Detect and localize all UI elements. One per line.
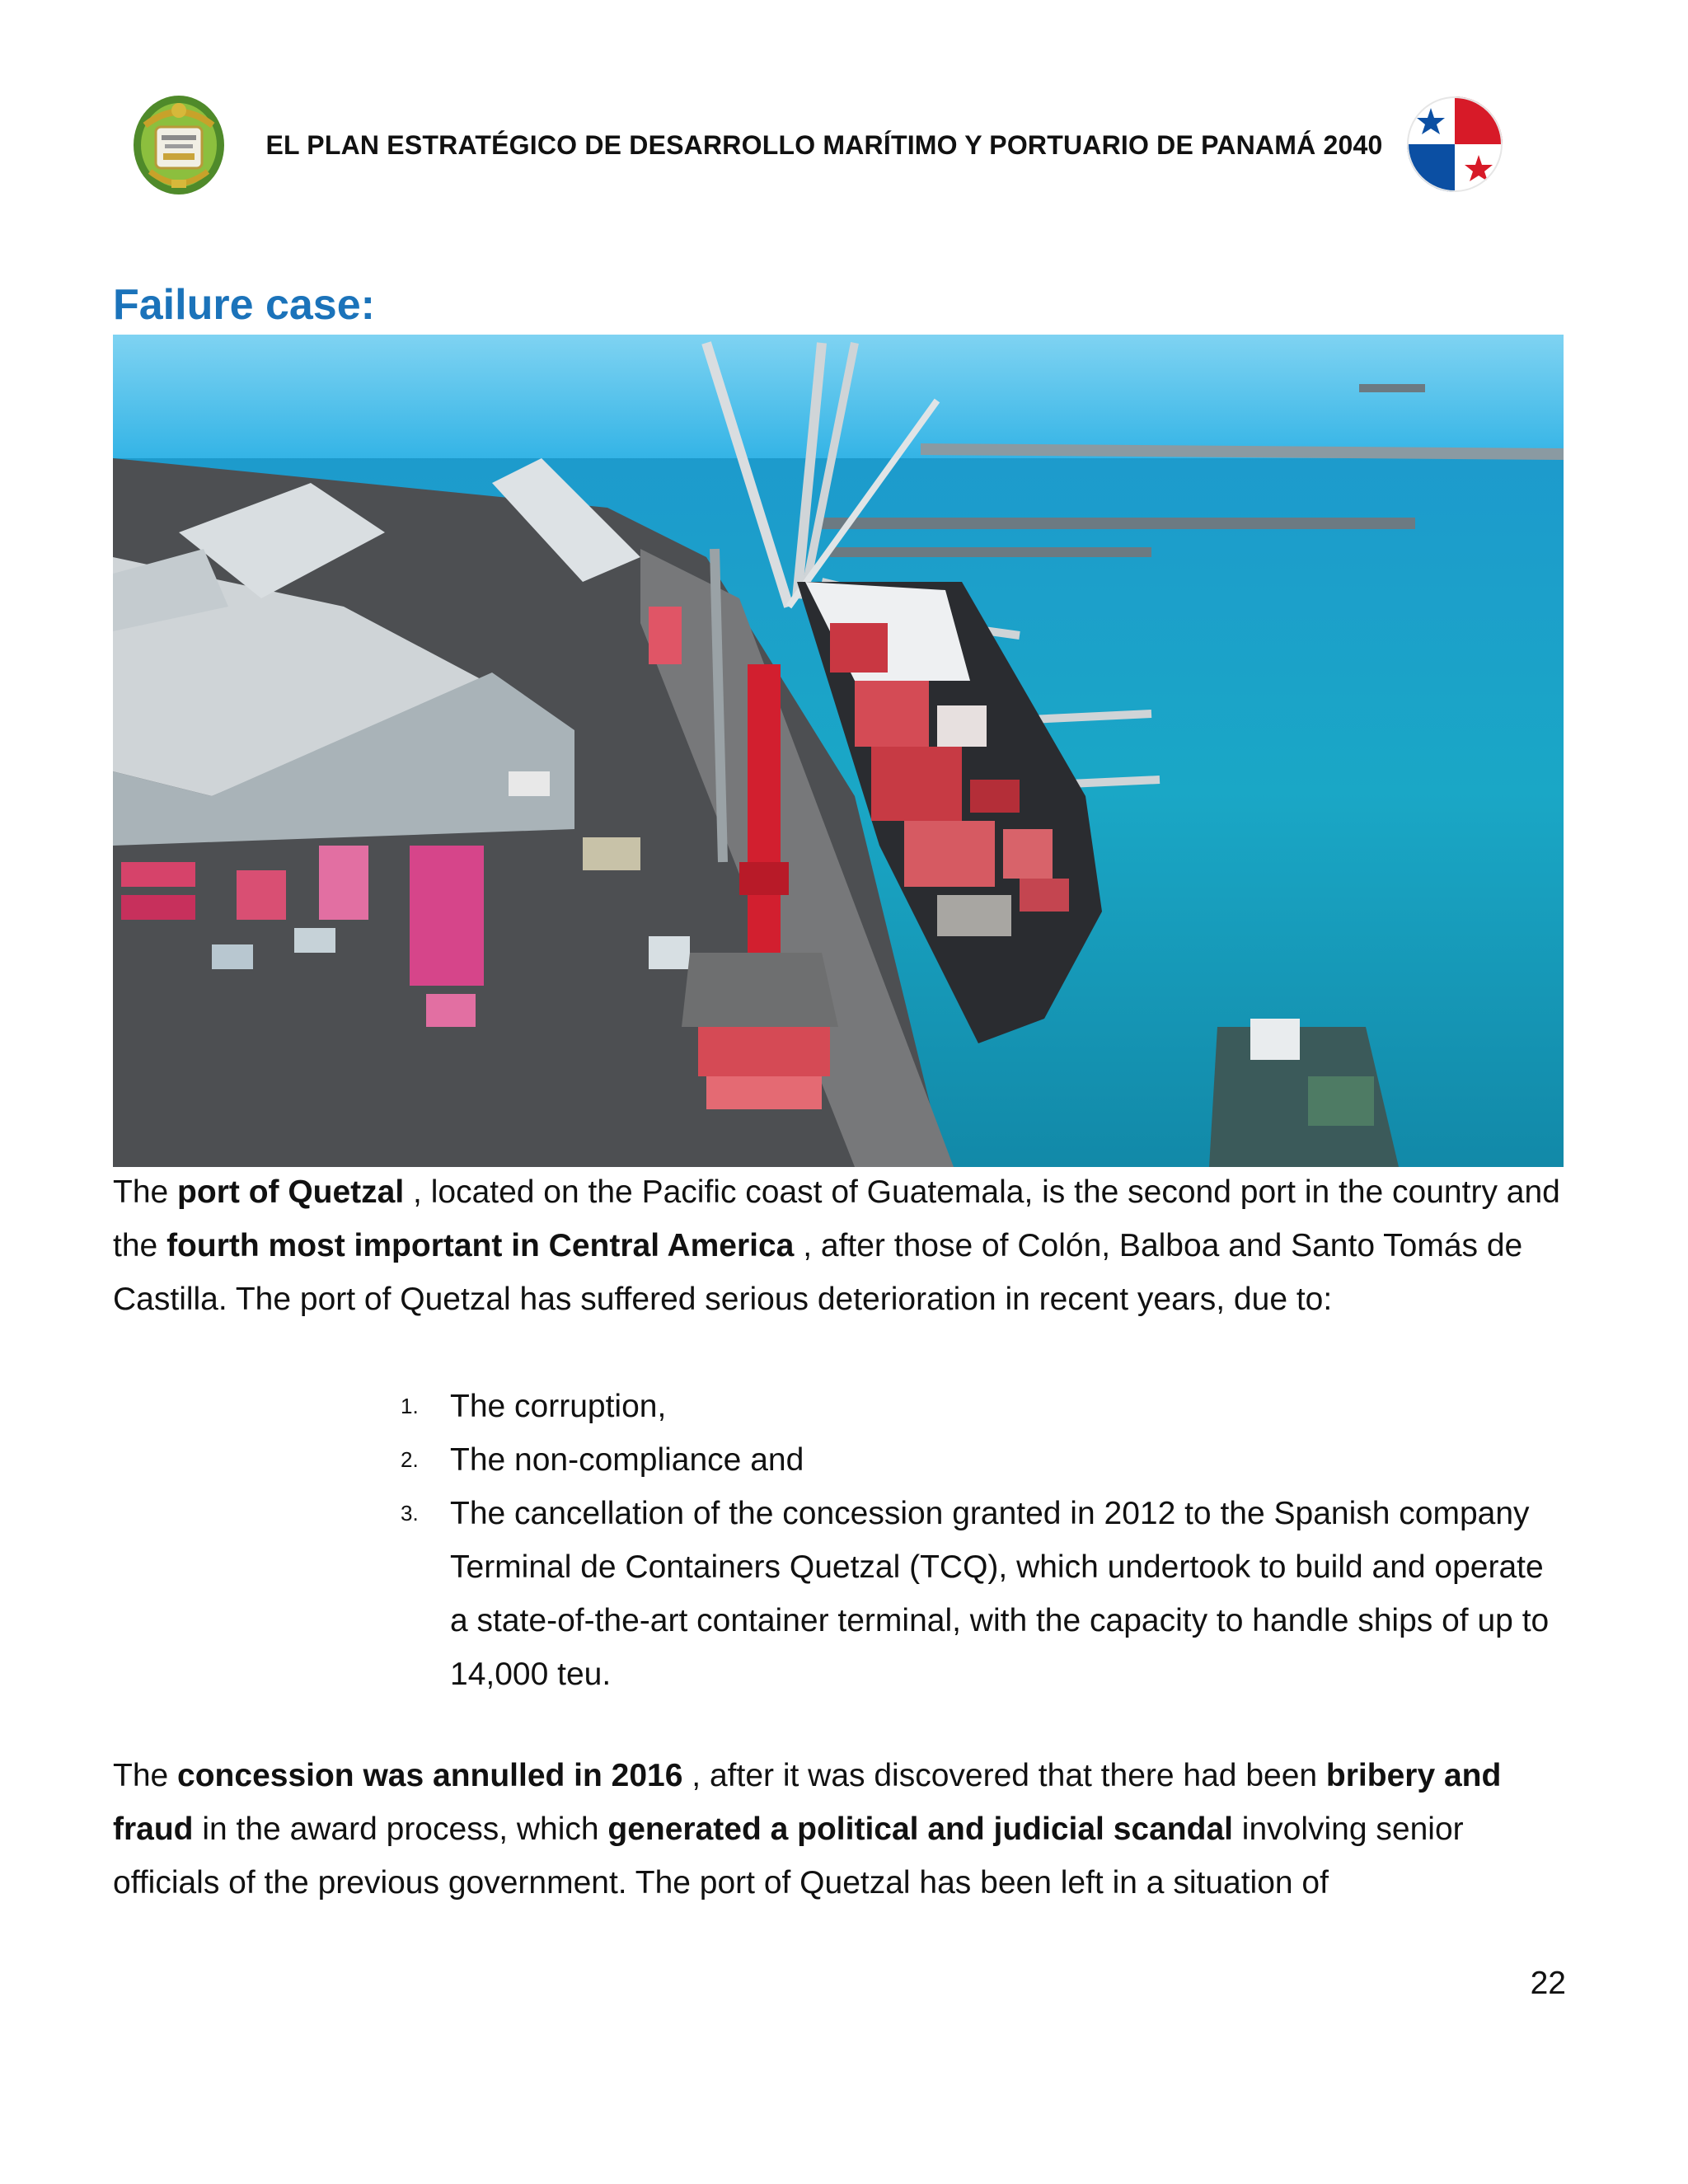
list-item [396,1433,1566,1487]
page-number: 22 [1530,1966,1566,2001]
scandal-emphasis: generated a political and judicial scandal [607,1811,1233,1847]
list-item-text: The corruption, [450,1389,667,1424]
bribery-emphasis: bribery and fraud [113,1758,1502,1847]
intro-paragraph: The port of Quetzal , located on the Pacific coast of Guatemala, is the second port in the country and the fourth most important in Central America , after those of Colón, Balboa and Santo Tomás de Castilla. The port of Quetzal has suffered serious deterioration in recent years, due to: [113,1174,1560,1317]
list-item-text: The cancellation of the concession granted in 2012 to the Spanish company Terminal de Containers Quetzal (TCQ), which undertook to build and operate a state-of-the-art container terminal, with the capacity to handle ships of up to 14,000 teu. [450,1496,1550,1692]
list-item [396,1380,1566,1433]
concession-paragraph: The concession was annulled in 2016 , after it was discovered that there had been bribery and fraud in the award process, which generated a political and judicial scandal involving senior officials of the previous government. The port of Quetzal has been left in a situation of [113,1758,1502,1900]
list-item-text: The non-compliance and [450,1442,804,1478]
list-item-number: 2. [401,1447,419,1472]
list-item-number: 3. [401,1501,419,1526]
list-item-number: 1. [401,1394,419,1418]
section-title: Failure case: [113,281,375,329]
list-item [396,1487,1566,1701]
port-name-emphasis: port of Quetzal [177,1174,405,1210]
panama-flag-icon [1406,96,1503,193]
causes-list [396,1380,1566,1701]
document-header-title: EL PLAN ESTRATÉGICO DE DESARROLLO MARÍTIMO Y PORTUARIO DE PANAMÁ 2040 [265,130,1383,160]
university-seal-icon [132,92,226,198]
annulment-emphasis: concession was annulled in 2016 [177,1758,683,1793]
ranking-emphasis: fourth most important in Central America [166,1228,795,1263]
port-aerial-photo [113,335,1564,1167]
